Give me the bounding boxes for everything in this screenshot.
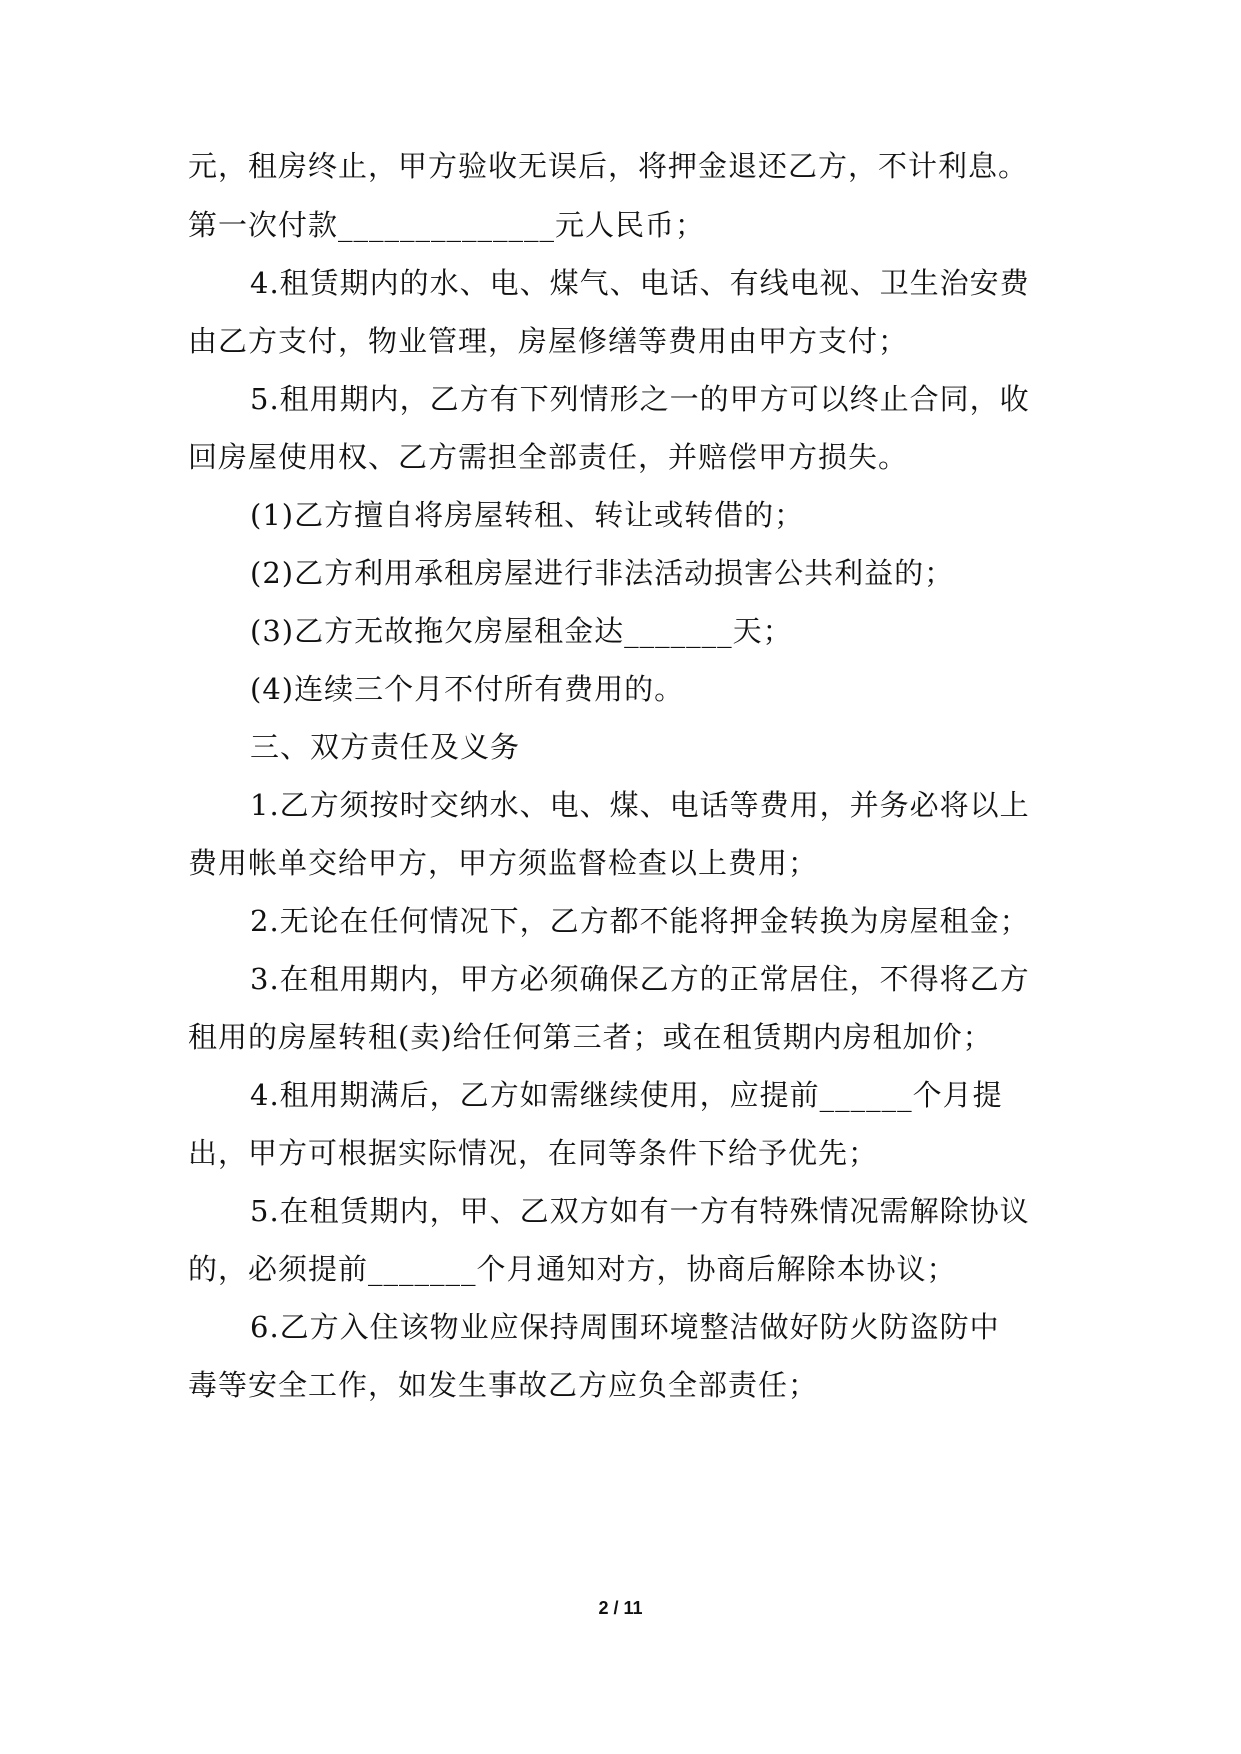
text-line: 4.租赁期内的水、电、煤气、电话、有线电视、卫生治安费 (250, 266, 1030, 300)
text-line: 6.乙方入住该物业应保持周围环境整洁做好防火防盗防中 (250, 1310, 1000, 1344)
text-line: 1.乙方须按时交纳水、电、煤、电话等费用，并务必将以上 (250, 788, 1030, 822)
text-line: 第一次付款______________元人民币； (188, 208, 706, 242)
text-line: 费用帐单交给甲方，甲方须监督检查以上费用； (188, 846, 819, 880)
text-line: 毒等安全工作，如发生事故乙方应负全部责任； (188, 1368, 819, 1402)
text-line: (4)连续三个月不付所有费用的。 (250, 672, 685, 706)
text-line: 4.租用期满后，乙方如需继续使用，应提前______个月提 (250, 1078, 1003, 1112)
text-line: (3)乙方无故拖欠房屋租金达_______天； (250, 614, 793, 648)
text-line: 5.租用期内，乙方有下列情形之一的甲方可以终止合同，收 (250, 382, 1030, 416)
text-line: (2)乙方利用承租房屋进行非法活动损害公共利益的； (250, 556, 955, 590)
text-line: (1)乙方擅自将房屋转租、转让或转借的； (250, 498, 805, 532)
text-line: 由乙方支付，物业管理，房屋修缮等费用由甲方支付； (188, 324, 909, 358)
text-line: 的，必须提前_______个月通知对方，协商后解除本协议； (188, 1252, 957, 1286)
text-line: 出，甲方可根据实际情况，在同等条件下给予优先； (188, 1136, 879, 1170)
page-number: 2 / 11 (598, 1598, 643, 1618)
section-heading: 三、双方责任及义务 (250, 730, 521, 764)
text-line: 回房屋使用权、乙方需担全部责任，并赔偿甲方损失。 (188, 440, 909, 474)
text-line: 5.在租赁期内，甲、乙双方如有一方有特殊情况需解除协议 (250, 1194, 1030, 1228)
text-line: 元，租房终止，甲方验收无误后，将押金退还乙方，不计利息。 (188, 149, 1029, 183)
text-line: 3.在租用期内，甲方必须确保乙方的正常居住，不得将乙方 (250, 962, 1030, 996)
text-line: 租用的房屋转租(卖)给任何第三者；或在租赁期内房租加价； (188, 1020, 993, 1054)
text-line: 2.无论在任何情况下，乙方都不能将押金转换为房屋租金； (250, 904, 1030, 938)
